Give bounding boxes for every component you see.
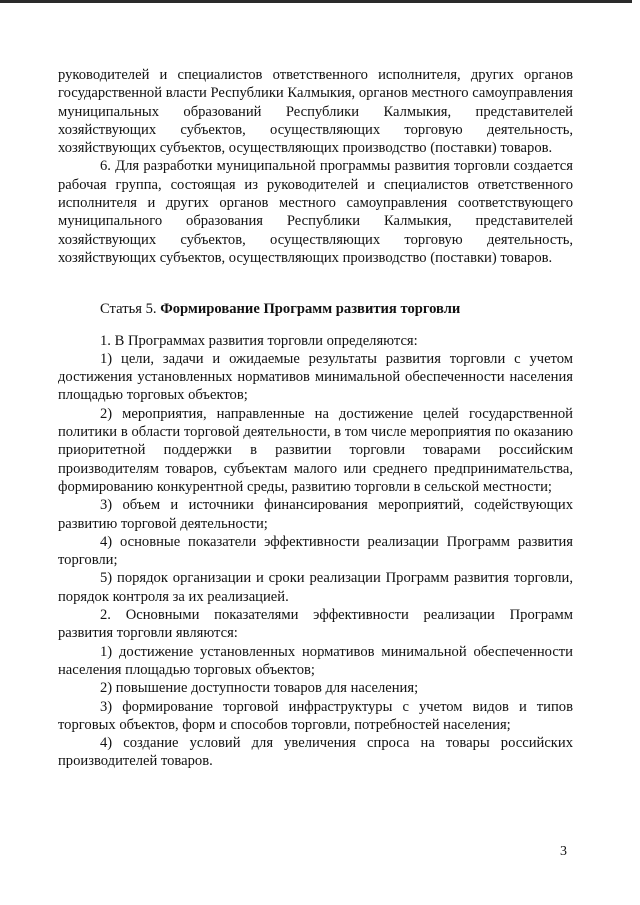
document-page [58, 66, 573, 771]
section-1-item-5: 5) порядок организации и сроки реализации Программ развития торговли, порядок контроля за их реализацией. [58, 570, 573, 605]
article-title: Формирование Программ развития торговли [160, 301, 461, 318]
section-2-item-4: 4) создание условий для увеличения спроса на товары российских производителей товаров. [58, 735, 573, 770]
section-1-item-4: 4) основные показатели эффективности реализации Программ развития торговли; [58, 533, 573, 569]
article-spacer [58, 267, 573, 300]
intro-paragraph: руководителей и специалистов ответственного исполнителя, других органов государственной власти Республики Калмыкия, органов местного самоуправления муниципальных образований Республики Калмыкия, представителей хозяйствующих субъектов, осуществляющих торговую деятельность, хозяйствующих субъектов, осуществляющих производство (поставки) товаров. [58, 67, 573, 157]
article-label: Статья 5. [100, 301, 157, 318]
section-2-item-3: 3) формирование торговой инфраструктуры с учетом видов и типов торговых объектов, форм и способов торговли, потребностей населения; [58, 698, 573, 733]
section-2-item-1: 1) достижение установленных нормативов минимальной обеспеченности населения площадью торговых объектов; [58, 643, 573, 678]
article-heading [58, 300, 573, 318]
clause-6-paragraph: 6. Для разработки муниципальной программы развития торговли создается рабочая группа, состоящая из руководителей и специалистов ответственного исполнителя и других органов местного самоуправления соответствующего муниципального образования Республики Калмыкия, представителей хозяйствующих субъектов, осуществляющих торговую деятельность, хозяйствующих субъектов, осуществляющих производство (поставки) товаров. [58, 158, 573, 266]
section-1-item-3: 3) объем и источники финансирования мероприятий, содействующих развитию торговой деятельности; [58, 497, 573, 532]
section-2-lead: 2. Основными показателями эффективности реализации Программ развития торговли являются: [58, 607, 573, 642]
section-1-item-2: 2) мероприятия, направленные на достижение целей государственной политики в области торговой деятельности, в том числе мероприятия по оказанию приоритетной поддержки в развитии торговли товарами российским производителям товаров, субъектам малого или среднего предпринимательства, формированию конкурентной среды, развитию торговли в сельской местности; [58, 405, 573, 495]
page-number: 3 [560, 844, 567, 859]
top-edge-rule [0, 0, 632, 3]
section-1-item-1: 1) цели, задачи и ожидаемые результаты развития торговли с учетом достижения установленных нормативов минимальной обеспеченности населения площадью торговых объектов; [58, 350, 573, 404]
section-2-item-2: 2) повышение доступности товаров для населения; [100, 680, 419, 697]
section-1-lead: 1. В Программах развития торговли определяются: [100, 332, 418, 349]
